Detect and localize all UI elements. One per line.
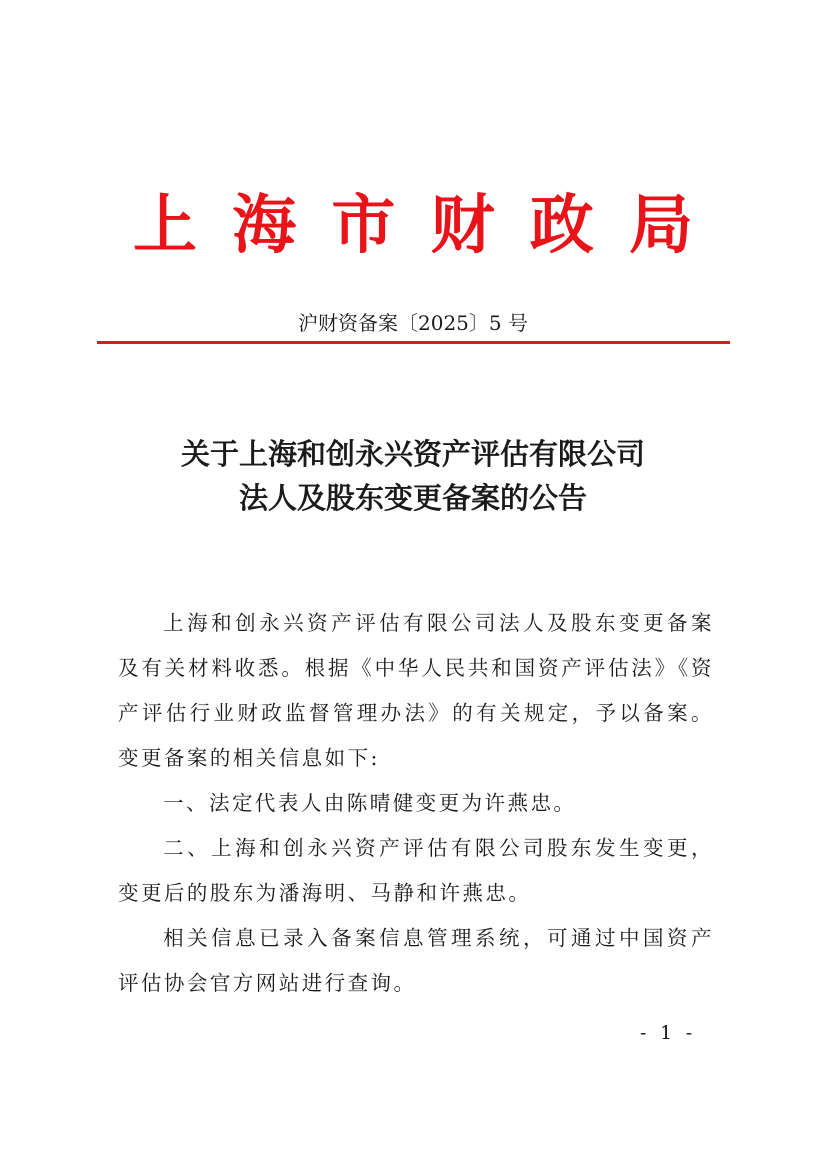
page-number: - 1 - (640, 1022, 697, 1044)
red-divider-line (97, 341, 730, 344)
masthead-title: 上海市财政局 (132, 188, 729, 263)
announcement-title-line-2: 法人及股东变更备案的公告 (238, 481, 587, 515)
body-paragraph-item-2: 二、上海和创永兴资产评估有限公司股东发生变更，变更后的股东为潘海明、马静和许燕忠。 (118, 836, 714, 905)
announcement-title-line-1: 关于上海和创永兴资产评估有限公司 (180, 437, 645, 471)
body-paragraph-intro: 上海和创永兴资产评估有限公司法人及股东变更备案及有关材料收悉。根据《中华人民共和国资产评估法》《资产评估行业财政监督管理办法》的有关规定，予以备案。变更备案的相关信息如下: (118, 611, 714, 770)
body-paragraph-closing: 相关信息已录入备案信息管理系统，可通过中国资产评估协会官方网站进行查询。 (118, 926, 714, 995)
document-number: 沪财资备案〔2025〕5 号 (298, 311, 528, 335)
body-paragraph-item-1: 一、法定代表人由陈晴健变更为许燕忠。 (163, 791, 577, 815)
announcement-body (118, 601, 714, 1006)
announcement-title (0, 432, 826, 520)
